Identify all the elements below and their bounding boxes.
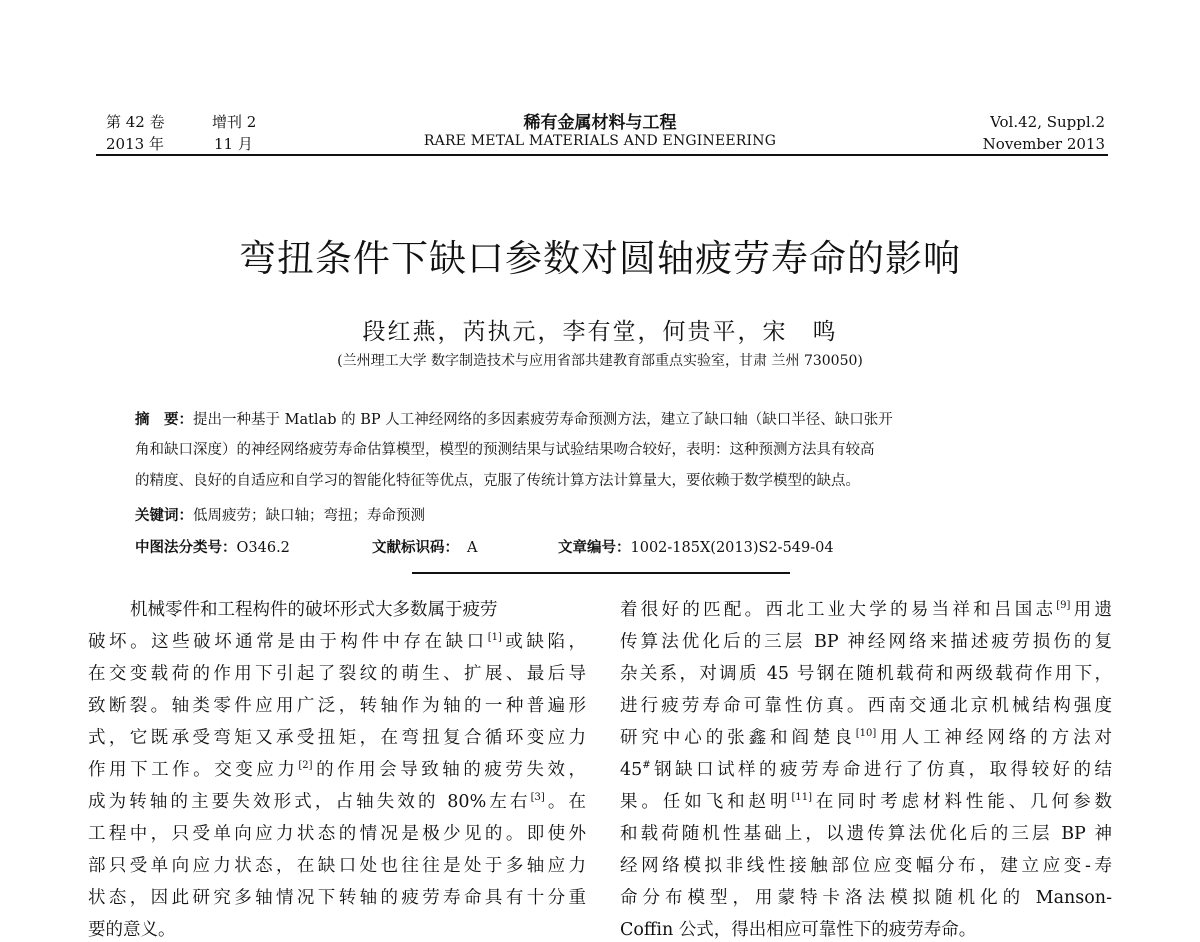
keywords-line: [135, 506, 425, 526]
article-number-value: 1002-185X(2013)S2-549-04: [630, 540, 834, 556]
right-line-5: 研究中心的张鑫和阎楚良[10]用人工神经网络的方法对: [620, 728, 1112, 748]
left-line-5: 式，它既承受弯矩又承受扭矩，在弯扭复合循环变应力: [88, 728, 586, 748]
left-line-6: 作用下工作。交变应力[2]的作用会导致轴的疲劳失效，: [88, 760, 586, 780]
right-line-9: 经网络模拟非线性接触部位应变幅分布，建立应变-寿: [620, 856, 1112, 876]
journal-name-en: RARE METAL MATERIALS AND ENGINEERING: [423, 133, 777, 149]
left-line-2: 破坏。这些破坏通常是由于构件中存在缺口[1]或缺陷，: [88, 632, 587, 652]
citation-3: [3]: [530, 792, 545, 804]
article-number-label: 文章编号：: [558, 540, 631, 556]
right-line-11: Coffin 公式，得出相应可靠性下的疲劳寿命。: [620, 920, 977, 940]
right-line-2: 传算法优化后的三层 BP 神经网络来描述疲劳损伤的复: [620, 632, 1112, 652]
supplement-cn: 增刊 2: [212, 113, 257, 131]
right-line-1: 着很好的匹配。西北工业大学的易当祥和吕国志[9]用遗: [620, 600, 1113, 620]
affiliation: (兰州理工大学 数字制造技术与应用省部共建教育部重点实验室，甘肃 兰州 730050): [337, 353, 863, 369]
citation-11: [11]: [791, 792, 812, 804]
abstract-line-2: 角和缺口深度）的神经网络疲劳寿命估算模型，模型的预测结果与试验结果吻合较好，表明：这种预测方法具有较高: [135, 442, 875, 458]
left-line-10: 状态，因此研究多轴情况下转轴的疲劳寿命具有十分重: [88, 888, 586, 908]
date-en: November 2013: [982, 135, 1105, 153]
abstract-line-3: 的精度、良好的自适应和自学习的智能化特征等优点，克服了传统计算方法计算量大，要依赖于数学模型的缺点。: [135, 473, 860, 489]
clc-value: O346.2: [236, 540, 290, 556]
document-code-label: 文献标识码：: [372, 540, 459, 556]
article-number-line: [558, 538, 834, 558]
left-line-8: 工程中，只受单向应力状态的情况是极少见的。即使外: [88, 824, 586, 844]
volume-en: Vol.42, Suppl.2: [990, 113, 1105, 131]
right-line-8: 和载荷随机性基础上，以遗传算法优化后的三层 BP 神: [620, 824, 1112, 844]
steel-grade-mark: #: [642, 760, 651, 772]
left-line-9: 部只受单向应力状态，在缺口处也往往是处于多轴应力: [88, 856, 586, 876]
year-cn: 2013 年: [106, 135, 164, 153]
right-line-4: 进行疲劳寿命可靠性仿真。西南交通北京机械结构强度: [620, 696, 1112, 716]
abstract-text-1: 提出一种基于 Matlab 的 BP 人工神经网络的多因素疲劳寿命预测方法，建立了缺口轴（缺口半径、缺口张开: [193, 412, 893, 428]
document-code-value: A: [467, 540, 478, 556]
abstract-line-1: [135, 410, 893, 430]
left-line-4: 致断裂。轴类零件应用广泛，转轴作为轴的一种普遍形: [88, 696, 586, 716]
abstract-label: 摘 要：: [135, 412, 193, 428]
right-line-7: 果。任如飞和赵明[11]在同时考虑材料性能、几何参数: [620, 792, 1113, 812]
right-line-6: 45#钢缺口试样的疲劳寿命进行了仿真，取得较好的结: [620, 760, 1112, 780]
citation-10: [10]: [855, 728, 877, 740]
citation-1: [1]: [487, 632, 502, 644]
header-rule: [96, 154, 1108, 156]
right-line-10: 命分布模型，用蒙特卡洛法模拟随机化的 Manson-: [620, 888, 1112, 908]
abstract-rule: [412, 572, 790, 574]
right-line-3: 杂关系，对调质 45 号钢在随机载荷和两级载荷作用下，: [620, 664, 1112, 684]
citation-9: [9]: [1056, 600, 1071, 612]
article-title: 弯扭条件下缺口参数对圆轴疲劳寿命的影响: [239, 237, 961, 280]
keywords-label: 关键词：: [135, 508, 193, 524]
keywords-text: 低周疲劳；缺口轴；弯扭；寿命预测: [193, 508, 425, 524]
volume-cn: 第 42 卷: [106, 113, 165, 131]
left-line-11: 要的意义。: [88, 920, 176, 940]
month-cn: 11 月: [214, 135, 253, 153]
journal-name-cn: 稀有金属材料与工程: [523, 113, 677, 133]
document-code-line: [372, 538, 477, 558]
author-list: 段红燕，芮执元，李有堂，何贵平，宋 鸣: [362, 319, 838, 345]
clc-label: 中图法分类号：: [135, 540, 237, 556]
citation-2: [2]: [298, 760, 313, 772]
classification-line: [135, 538, 290, 558]
left-line-3: 在交变载荷的作用下引起了裂纹的萌生、扩展、最后导: [88, 664, 586, 684]
left-line-7: 成为转轴的主要失效形式，占轴失效的 80%左右[3]。在: [88, 792, 586, 812]
left-line-1: 机械零件和工程构件的破坏形式大多数属于疲劳: [130, 600, 498, 620]
